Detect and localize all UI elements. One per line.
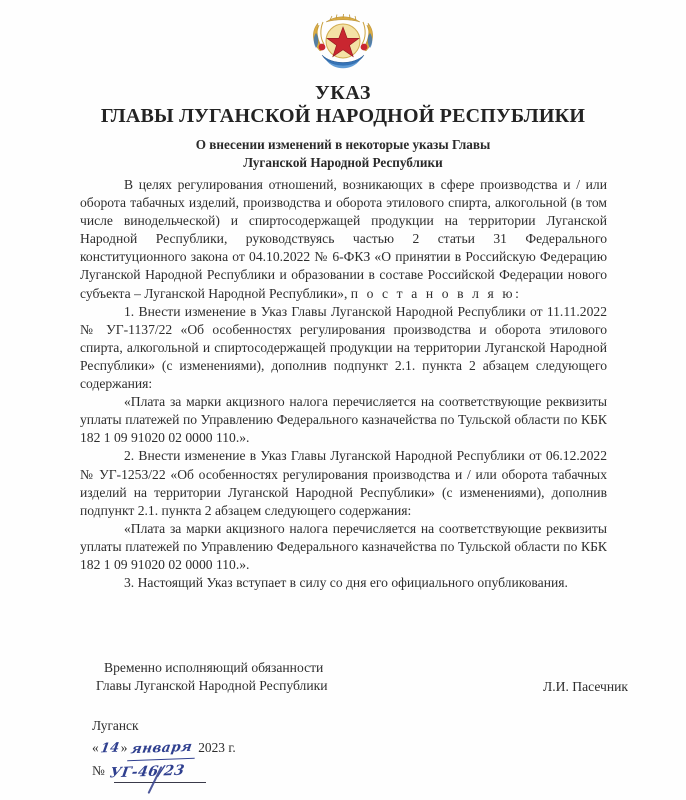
coat-of-arms-icon — [306, 11, 380, 77]
document-subject — [40, 136, 646, 171]
registration-number-handwritten: УГ-46/23 — [108, 762, 186, 782]
document-kind-title: УКАЗ — [314, 82, 372, 104]
signatory-position-line-2: Главы Луганской Народной Республики — [96, 678, 328, 694]
paragraph-item-2: 2. Внести изменение в Указ Главы Луганской Народной Республики от 06.12.2022 № УГ-1253/22 «Об особенностях регулирования производства и / или оборота табачных изделий на территории Луганской Народной Республики» (с изменениями), дополнив подпункт 2.1. пункта 2 абзацем следующего содержания: — [80, 448, 607, 518]
paragraph-item-1: 1. Внести изменение в Указ Главы Луганской Народной Республики от 11.11.2022 № УГ-1137/22 «Об особенностях регулирования производства и оборота этилового спирта, алкогольной и спиртосодержащей продукции на территории Луганской Народной Республики» (с изменениями), дополнив подпункт 2.1. пункта 2 абзацем следующего содержания: — [80, 303, 607, 392]
emblem-container — [0, 11, 686, 77]
number-underline — [114, 782, 206, 783]
issue-day-handwritten: 14 — [99, 740, 121, 757]
issue-year: 2023 г. — [198, 740, 236, 755]
number-label: № — [92, 763, 105, 778]
issue-date-line — [92, 738, 236, 760]
document-authority-title: ГЛАВЫ ЛУГАНСКОЙ НАРОДНОЙ РЕСПУБЛИКИ — [100, 105, 586, 128]
date-quote-close: » — [120, 740, 128, 755]
document-subject-line-1: О внесении изменений в некоторые указы Главы — [195, 136, 491, 152]
paragraph-preamble — [80, 176, 607, 303]
preamble-text: В целях регулирования отношений, возникающих в сфере производства и / или оборота табачных изделий, производства и оборота этилового спирта, алкогольной (в том числе винодельческой) и спиртосодержащей продукции на территории Луганской Народной Республики, руководствуясь частью 2 статьи 31 Федерального конституционного закона от 04.10.2022 № 6-ФКЗ «О принятии в Российскую Федерацию Луганской Народной Республики и образовании в составе Российской Федерации нового субъекта – Луганской Народной Республики», — [80, 177, 607, 301]
document-body — [80, 176, 607, 592]
signatory-position — [96, 659, 328, 696]
paragraph-item-2-quote: «Плата за марки акцизного налога перечисляется на соответствующие реквизиты уплаты платежей по Управлению Федерального казначейства по Тульской области по КБК 182 1 09 91020 02 0000 110.». — [80, 520, 607, 572]
document-heading — [40, 82, 646, 171]
registration-number-line — [92, 761, 236, 781]
document-subject-line-2: Луганской Народной Республики — [243, 154, 443, 170]
date-quote-open: « — [92, 740, 99, 755]
document-footer — [92, 717, 236, 781]
paragraph-item-1-quote: «Плата за марки акцизного налога перечисляется на соответствующие реквизиты уплаты платежей по Управлению Федерального казначейства по Тульской области по КБК 182 1 09 91020 02 0000 110.». — [80, 394, 607, 446]
signatory-name: Л.И. Пасечник — [543, 678, 628, 694]
issue-month-handwritten: января — [128, 738, 199, 762]
signature-block — [96, 659, 628, 696]
issue-place: Луганск — [92, 718, 139, 733]
preamble-decree-verb: п о с т а н о в л я ю: — [350, 285, 522, 301]
signatory-position-line-1: Временно исполняющий обязанности — [104, 660, 324, 675]
paragraph-item-3: 3. Настоящий Указ вступает в силу со дня его официального опубликования. — [124, 575, 568, 591]
